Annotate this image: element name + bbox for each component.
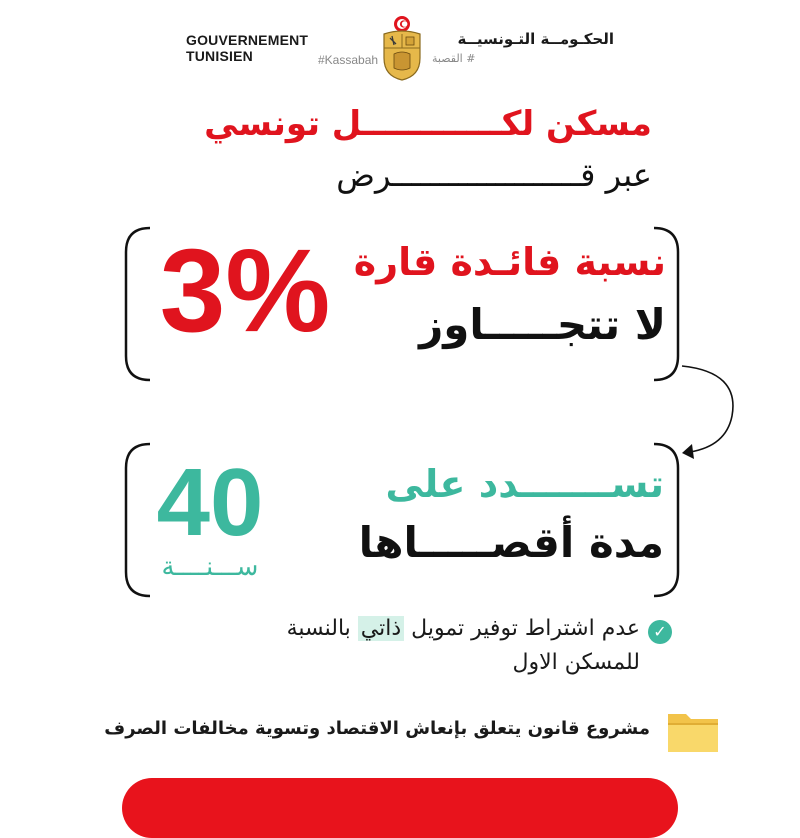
headline-black: عبر قــــــــــــــــــــرض	[336, 156, 652, 194]
rate-sub: لا تتجـــــاوز	[419, 300, 666, 349]
header-ar-hashtag: # القصبة	[432, 52, 476, 65]
term-sub: مدة أقصـــــاها	[358, 518, 664, 567]
tunisia-coat-of-arms-icon	[380, 14, 424, 82]
folder-icon	[666, 708, 720, 754]
note-highlight: ذاتي	[358, 616, 404, 641]
term-value: 40	[156, 449, 264, 556]
check-circle-icon: ✓	[648, 620, 672, 644]
term-unit: ســـنــــة	[161, 552, 259, 582]
header-ar-title: الحكـومــة التـونسيــة	[457, 30, 614, 48]
rate-label: نسبة فائـدة قارة	[353, 240, 666, 284]
curved-arrow-icon	[670, 360, 750, 470]
note-text-b: بالنسبة	[286, 616, 358, 641]
note-text-a: عدم اشتراط توفير تمويل	[404, 616, 640, 641]
note-line-1	[200, 616, 640, 641]
header-fr-title: GOUVERNEMENT TUNISIEN	[186, 32, 309, 64]
header-fr-hashtag: #Kassabah	[318, 53, 379, 67]
term-label: تســـــــدد على	[385, 462, 664, 506]
headline-red: مسكن لكــــــــــــل تونسي	[204, 104, 652, 144]
note-line-2: للمسكن الاول	[512, 650, 640, 675]
footer-text: مشروع قانون يتعلق بإنعاش الاقتصاد وتسوية مخالفات الصرف	[104, 718, 650, 739]
rate-value: 3%	[159, 225, 331, 357]
bottom-red-banner	[122, 778, 678, 838]
